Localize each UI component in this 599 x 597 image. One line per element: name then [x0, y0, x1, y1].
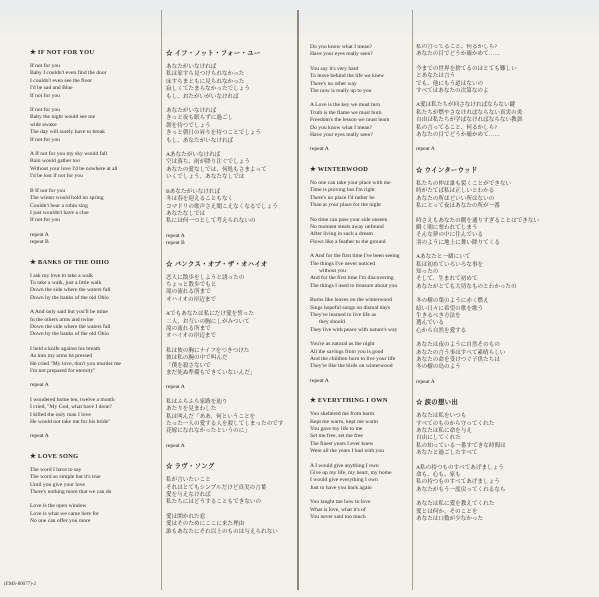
lyric-line: オハイオの岸辺まで	[166, 333, 217, 340]
lyric-line: repeat B	[30, 239, 49, 246]
lyric-line: Aあなたと一緒にいて	[416, 254, 471, 261]
lyric-line: Love is the open window	[30, 503, 87, 510]
lyric-line: You're as natural as the night	[310, 341, 375, 348]
lyric-line: The word I have to say	[30, 466, 82, 473]
lyric-line: No one can take your place with me	[310, 179, 391, 186]
lyric-line: You taught me how to love	[310, 499, 371, 506]
lyric-line: 私たちが燃やさなければならない真実の炎	[416, 109, 523, 116]
lyric-line: とあなたは言う	[416, 73, 456, 80]
lyric-line: You say it's very hard	[310, 65, 359, 72]
lyric-line: Love is what we came here for	[30, 510, 99, 517]
lyric-line: 私は扉すら見つけられなかった	[166, 71, 245, 78]
lyric-line: 私の言ってること、何るかしら?	[416, 124, 497, 131]
stanza-gap	[166, 226, 298, 233]
lyric-line: If not for you	[30, 92, 60, 99]
lyric-line: And the children born to live your life	[310, 356, 396, 362]
lyric-line: Flows like a feather to the ground	[310, 238, 386, 245]
lyric-line: There's no other way	[310, 80, 357, 87]
lyric-line: Give up my life, my heart, my home	[310, 470, 392, 477]
lyric-line: 私は初めていろいろな事を	[416, 261, 484, 268]
lyric-line: There's nothing more that we can do	[30, 489, 112, 496]
lyric-line: Set me free, set me free	[310, 433, 363, 440]
lyric-line: They've learned to live life as	[310, 311, 377, 318]
lyric-line: The winter would hold no spring	[30, 195, 104, 202]
lyric-line: 暗い日々に希望の歌を歌う	[416, 305, 484, 312]
lyric-line: repeat B	[166, 240, 185, 247]
lyric-line: 生きるべき方法を	[416, 312, 461, 319]
lyric-line: If not for you	[30, 107, 60, 114]
stanza-gap	[166, 145, 298, 152]
lyric-line: 私は彼の胸にナイフをつきつけた	[166, 347, 250, 354]
lyric-line: He would not take me for his bride"	[30, 419, 111, 426]
lyric-line: without you	[319, 267, 346, 274]
lyric-line: あなたがもう一度戻ってくれるなら	[416, 486, 506, 493]
lyric-line: Baby the night would see me	[30, 114, 96, 121]
lyric-line: そして、生まれて初めて	[416, 276, 478, 283]
lyric-line: あなたの言う事はすべて素晴らしい	[416, 349, 506, 356]
lyric-line: 朝を待つでしょう	[166, 122, 211, 129]
lyric-line: No time can pass your side unseen	[310, 216, 388, 223]
lyric-line: あなたがとても大切なものとわかったの	[416, 283, 517, 290]
lyric-line: 空は落ち、雨が降り注ぐでしょう	[166, 159, 250, 166]
lyric-line: A I would give anything I own	[310, 462, 379, 469]
lyric-line: I held a knife against his breath	[30, 345, 101, 352]
lyric-line: 「僕を殺さないで	[166, 362, 211, 369]
lyric-line: あなたの所ほどいい所はないの	[416, 195, 495, 202]
lyric-line: Time is proving but I'm right	[310, 187, 375, 194]
lyric-line: もし、おたがいがいなければ	[166, 93, 239, 100]
lyric-line: repeat A	[416, 378, 435, 385]
lyric-line: Than at your place for the night	[310, 202, 381, 209]
lyric-line: Do you know what I mean?	[310, 44, 372, 50]
lyric-line: 私たちの仲は誰も裂くことができない	[416, 180, 512, 187]
lyric-line: Down by the banks of the old Ohio	[30, 331, 109, 338]
lyric-line: They're like the birds on winterwood	[310, 363, 393, 370]
lyric-line: What is love, what it's of	[310, 506, 366, 513]
lyric-line: I'm not prepared for eternity"	[30, 368, 96, 374]
stanza-gap	[30, 390, 162, 397]
lyric-line: 花嫁になれなかったというのに」	[166, 428, 250, 435]
lyric-line: A And only said but you'll be mine	[30, 309, 108, 316]
lyric-line: 時がたてば私は正しいとわかる	[416, 188, 495, 195]
lyric-line: They live with peace with nature's way	[310, 326, 398, 333]
lyric-line: 冬の樹の葉のように赤く燃え	[416, 298, 489, 305]
song-title: ☆ イフ・ノット・フォー・ユー	[166, 50, 261, 57]
lyric-line: I ask my love to take a walk	[30, 272, 93, 279]
lyric-line: Aでもあなたは私にだけ愛を誓った	[166, 311, 254, 318]
lyric-line: あなたなしでは	[166, 210, 206, 217]
lyric-line: Down the side where the waters fall	[30, 287, 111, 294]
japanese-lyrics-left	[166, 44, 298, 584]
lyric-line: 選んでいる	[416, 320, 444, 327]
lyric-line: でも、他にもう道はないの	[416, 80, 484, 87]
lyric-line: After living in such a dream	[310, 231, 373, 238]
lyric-line: それはとてもシンプルだけど真実の言葉	[166, 484, 267, 491]
lyric-line: 知ったの	[416, 268, 439, 275]
lyric-line: wide awake	[30, 121, 57, 128]
lyric-line: Have your eyes really seen?	[310, 132, 373, 139]
lyric-line: 命も、心も、家も	[416, 472, 461, 479]
lyric-line: 私の持つものすべてあげましょう	[416, 479, 500, 486]
stanza-gap	[30, 496, 162, 503]
lyric-line: And for the first time I'm discovering	[310, 275, 394, 282]
top-band	[0, 0, 599, 36]
lyric-line: Sings hopeful songs on dismal days	[310, 304, 391, 311]
lyric-line: repeat A	[30, 382, 49, 389]
lyric-line: あなたは私に命を与え	[416, 428, 472, 435]
lyric-line: Baby I couldn't even find the door	[30, 70, 107, 77]
lyric-line: 私が言いたいこと	[166, 477, 211, 484]
lyric-line: 滝の流れる所まで	[166, 289, 211, 296]
lyric-line: Just to have you back again	[310, 484, 372, 491]
lyric-line: repeat A	[30, 231, 49, 238]
lyric-line: あなたは口数が少なかった	[416, 516, 484, 523]
lyric-line: きっと夜も眠らずに過ごし	[166, 115, 234, 122]
lyric-line: A And for the first time I've been seeing	[310, 253, 400, 260]
stanza-gap	[166, 101, 298, 108]
lyric-line: You gave my life to me	[310, 426, 363, 433]
lyric-line: I would give everything I own	[310, 477, 378, 484]
lyric-line: Aあなたがいなければ	[166, 152, 221, 159]
stanza-gap	[416, 386, 566, 393]
lyric-line: 愛は開かれた窓	[166, 513, 206, 520]
lyric-line: If not for you	[30, 136, 60, 143]
lyric-line: All the savings from you is good	[310, 348, 384, 355]
lyric-line: そんな夢の中に住んでいる	[416, 232, 484, 239]
lyric-line: あなたの目でどうか確かめて……	[416, 51, 500, 58]
lyric-line: Do you know what I mean?	[310, 124, 372, 131]
lyric-line: I killed the only man I love	[30, 411, 91, 418]
stanza-gap	[30, 426, 162, 433]
stanza-gap	[166, 507, 298, 514]
stanza-gap	[166, 341, 298, 348]
stanza-gap	[416, 154, 566, 161]
stanza-gap	[30, 247, 162, 254]
lyric-line: If not for you	[30, 63, 60, 69]
lyric-line: Rain would gather too	[30, 158, 80, 165]
stanza-gap	[166, 248, 298, 255]
stanza-gap	[30, 181, 162, 188]
lyric-line: I couldn't even see the floor	[30, 77, 93, 84]
lyric-line: 自由にしてくれた	[416, 435, 461, 442]
song-title: ★ WINTERWOOD	[310, 165, 369, 173]
lyric-line: 今までの世界を捨てるのはとても難しい	[416, 65, 517, 72]
lyric-line: Were all the years I had with you	[310, 448, 384, 455]
stanza-gap	[30, 441, 162, 448]
stanza-gap	[416, 139, 566, 146]
stanza-gap	[166, 377, 298, 384]
lyric-line: In the others arms and twine	[30, 316, 94, 323]
lyric-line: 彼は私の腕の中で叫んだ	[166, 355, 228, 362]
song-title: ★ EVERYTHING I OWN	[310, 397, 388, 405]
lyric-line: B If not for you	[30, 187, 66, 194]
lyric-line: あなたの目でどうか確かめて……	[416, 132, 500, 139]
stanza-gap	[416, 458, 566, 465]
lyric-line: すべてはあなたの次第なのよ	[416, 88, 489, 95]
lyric-line: Freedom's the lesson we must learn	[310, 117, 390, 124]
lyric-line: repeat A	[166, 232, 185, 239]
lyric-line: 誰もあなたにそれ以上のものは与えられない	[166, 528, 278, 535]
lyric-line: 冬の樹の鳥のよう	[416, 364, 461, 371]
lyric-line: あなたがいなければ	[166, 108, 217, 115]
lyric-line: 愛を与えなければ	[166, 492, 211, 499]
stanza-gap	[30, 225, 162, 232]
stanza-gap	[166, 436, 298, 443]
lyric-line: You sheltered me from harm	[310, 411, 375, 418]
stanza-gap	[416, 372, 566, 379]
song-title: ☆ ウインターウッド	[416, 166, 478, 174]
english-lyrics-left	[30, 44, 162, 584]
song-title: ☆ 涙の想い出	[416, 399, 459, 407]
lyric-line: Down the side where the waters fall	[30, 323, 111, 330]
lyric-line: 愛はそのためにここに来た理由	[166, 521, 245, 528]
lyric-line: repeat A	[166, 442, 185, 449]
stanza-gap	[416, 211, 566, 218]
lyric-line: The finest years I ever knew	[310, 440, 374, 447]
lyric-line: Without your love I'd be nowhere at all	[30, 165, 118, 172]
lyric-line: The things I've never noticed	[310, 260, 376, 267]
lyric-line: they should	[319, 319, 345, 326]
lyric-line: 寂しくてたまらなかったでしょう	[166, 86, 250, 93]
lyric-line: きっと朝日の昇りを待つことでしょう	[166, 130, 262, 137]
lyric-line: Kept me warm, kept me warm	[310, 418, 379, 425]
stanza-gap	[30, 302, 162, 309]
lyric-line: 心から自然を愛する	[416, 327, 467, 334]
lyric-line: 二人、お互いの胸にしがみついて	[166, 318, 250, 325]
lyric-line: 私には何一つとして考えられないの	[166, 218, 256, 225]
lyric-line: There's no place I'd rather be	[310, 194, 375, 201]
lyric-line: No one can offer you more	[30, 518, 91, 525]
lyric-line: 瞬く間に奪われてしまう	[416, 224, 478, 231]
lyric-line: The things I used to treasure about you	[310, 282, 398, 289]
song-title: ★ LOVE SONG	[30, 452, 79, 460]
lyric-line: 私の言ってること、何るかしら?	[416, 44, 497, 50]
lyric-line: I wondered home ten, twelve a month	[30, 396, 115, 403]
lyric-line: repeat A	[416, 146, 435, 153]
lyric-line: あなたがいなければ	[166, 64, 217, 70]
lyric-line: As into my arms he pressed	[30, 353, 92, 360]
stanza-gap	[30, 339, 162, 346]
lyric-line: あなたは私をいつも	[416, 413, 467, 420]
lyric-line: You never said too much	[310, 514, 366, 521]
song-title: ☆ バンクス・オブ・ザ・オハイオ	[166, 260, 268, 268]
lyric-line: A愛は私たちが回さなければならない鍵	[416, 102, 516, 109]
japanese-lyrics-right	[416, 44, 566, 584]
lyric-line: あなたは私に愛を教えてくれた	[416, 501, 495, 508]
lyric-line: 時さえもあなたの側を通りすぎることはできない	[416, 217, 540, 224]
lyric-line: あなたの愛なしでは、何処もさまよって	[166, 166, 267, 173]
lyric-line: repeat A	[310, 146, 329, 153]
lyric-line: たった一人の愛する人を殺してしまったのです	[166, 421, 284, 428]
lyric-line: あなたと過ごしたすべて	[416, 450, 478, 457]
lyric-line: Burns like leaves on the winterwood	[310, 297, 392, 304]
stanza-gap	[166, 392, 298, 399]
lyric-line: Until you give your love	[30, 481, 85, 488]
lyric-line: 滝の流れる所まで	[166, 325, 211, 332]
lyric-line: The day will surely have to break	[30, 129, 105, 136]
lyric-line: あなたは夜のように自然そのもの	[416, 342, 500, 349]
lyric-line: 冬は春を迎えることもなく	[166, 196, 234, 203]
lyric-line: Bあなたがいなければ	[166, 188, 221, 195]
stanza-gap	[30, 144, 162, 151]
catalog-number: (EMS-80077)-2	[4, 582, 36, 587]
lyric-line: repeat A	[166, 384, 185, 391]
lyric-line: すべてのものから守ってくれた	[416, 420, 495, 427]
lyric-line: ちょっと散歩でもと	[166, 281, 217, 288]
song-title: ★ BANKS OF THE OHIO	[30, 258, 110, 266]
lyric-line: The now is really up to you	[310, 88, 372, 95]
lyric-line: 愛とは何か、そのことを	[416, 508, 478, 515]
lyric-line: 私は叫んだ「ああ、何ということを	[166, 413, 256, 420]
lyric-line: I cried, "My God, what have I done?	[30, 404, 112, 411]
lyric-line: 恋人に散歩をしようと誘ったの	[166, 274, 245, 281]
lyric-line: 羽のように地上に舞い降りてくる	[416, 239, 500, 246]
lyric-line: I just wouldn't have a clue	[30, 209, 89, 216]
stanza-gap	[30, 100, 162, 107]
lyric-line: The word so simple but it's true	[30, 474, 101, 481]
lyric-line: I'd be lost if not for you	[30, 173, 83, 180]
lyric-line: 床すらまともに見られなかった	[166, 78, 245, 85]
lyric-line: A私の持つものすべてあげましょう	[416, 464, 504, 471]
lyric-line: Truth is the flame we must burn	[310, 109, 382, 116]
lyric-line: A Love is the key we must turn	[310, 102, 381, 109]
stanza-gap	[416, 59, 566, 66]
stanza-gap	[166, 182, 298, 189]
lyric-line: 私たちにはどうすることもできないの	[166, 499, 262, 506]
lyric-line: もし、あなたがいなければ	[166, 137, 234, 144]
lyric-line: A If not for you my sky would fall	[30, 151, 108, 158]
lyric-line: I'd be sad and Blue	[30, 85, 73, 92]
lyric-line: 自由は私たちが学ばなければならない教訓	[416, 117, 523, 124]
stanza-gap	[30, 375, 162, 382]
lyric-line: Couldn't hear a robin sing	[30, 202, 88, 209]
lyric-line: あたりを見まわした	[166, 406, 217, 413]
lyric-line: Have your eyes really seen?	[310, 51, 373, 58]
stanza-gap	[166, 450, 298, 457]
lyric-line: He cried "My love, don't you murder me	[30, 360, 121, 367]
lyric-line: repeat A	[310, 377, 329, 384]
lyric-line: オハイオの岸辺まで	[166, 296, 217, 303]
lyric-line: Down by the banks of the old Ohio	[30, 294, 109, 301]
lyric-line: いくでしょう、あなたなしでは	[166, 174, 245, 181]
lyric-line: あなたの命を受けつぐ子供たちは	[416, 357, 500, 363]
lyric-line: まだ死ぬ準備もできていないんだ」	[166, 370, 256, 376]
lyric-line: 私はふらふら家路を辿り	[166, 398, 228, 405]
lyric-line: To take a walk, just a little walk	[30, 279, 102, 286]
lyric-line: 私の知っている一番すてきな時間は	[416, 442, 506, 449]
lyric-line: To leave behind the life we knew	[310, 73, 385, 80]
song-title: ★ IF NOT FOR YOU	[30, 49, 95, 56]
lyric-line: No moment steals away unfound	[310, 223, 384, 230]
song-title: ☆ ラヴ・ソング	[166, 463, 215, 471]
lyric-line: repeat A	[30, 433, 49, 440]
lyric-line: 私にとって夜はあなたの所が一番	[416, 203, 500, 210]
lyric-line: コマドリの歌声さえ聞こえなくなるでしょう	[166, 203, 278, 210]
lyric-line: If not for you	[30, 217, 60, 224]
